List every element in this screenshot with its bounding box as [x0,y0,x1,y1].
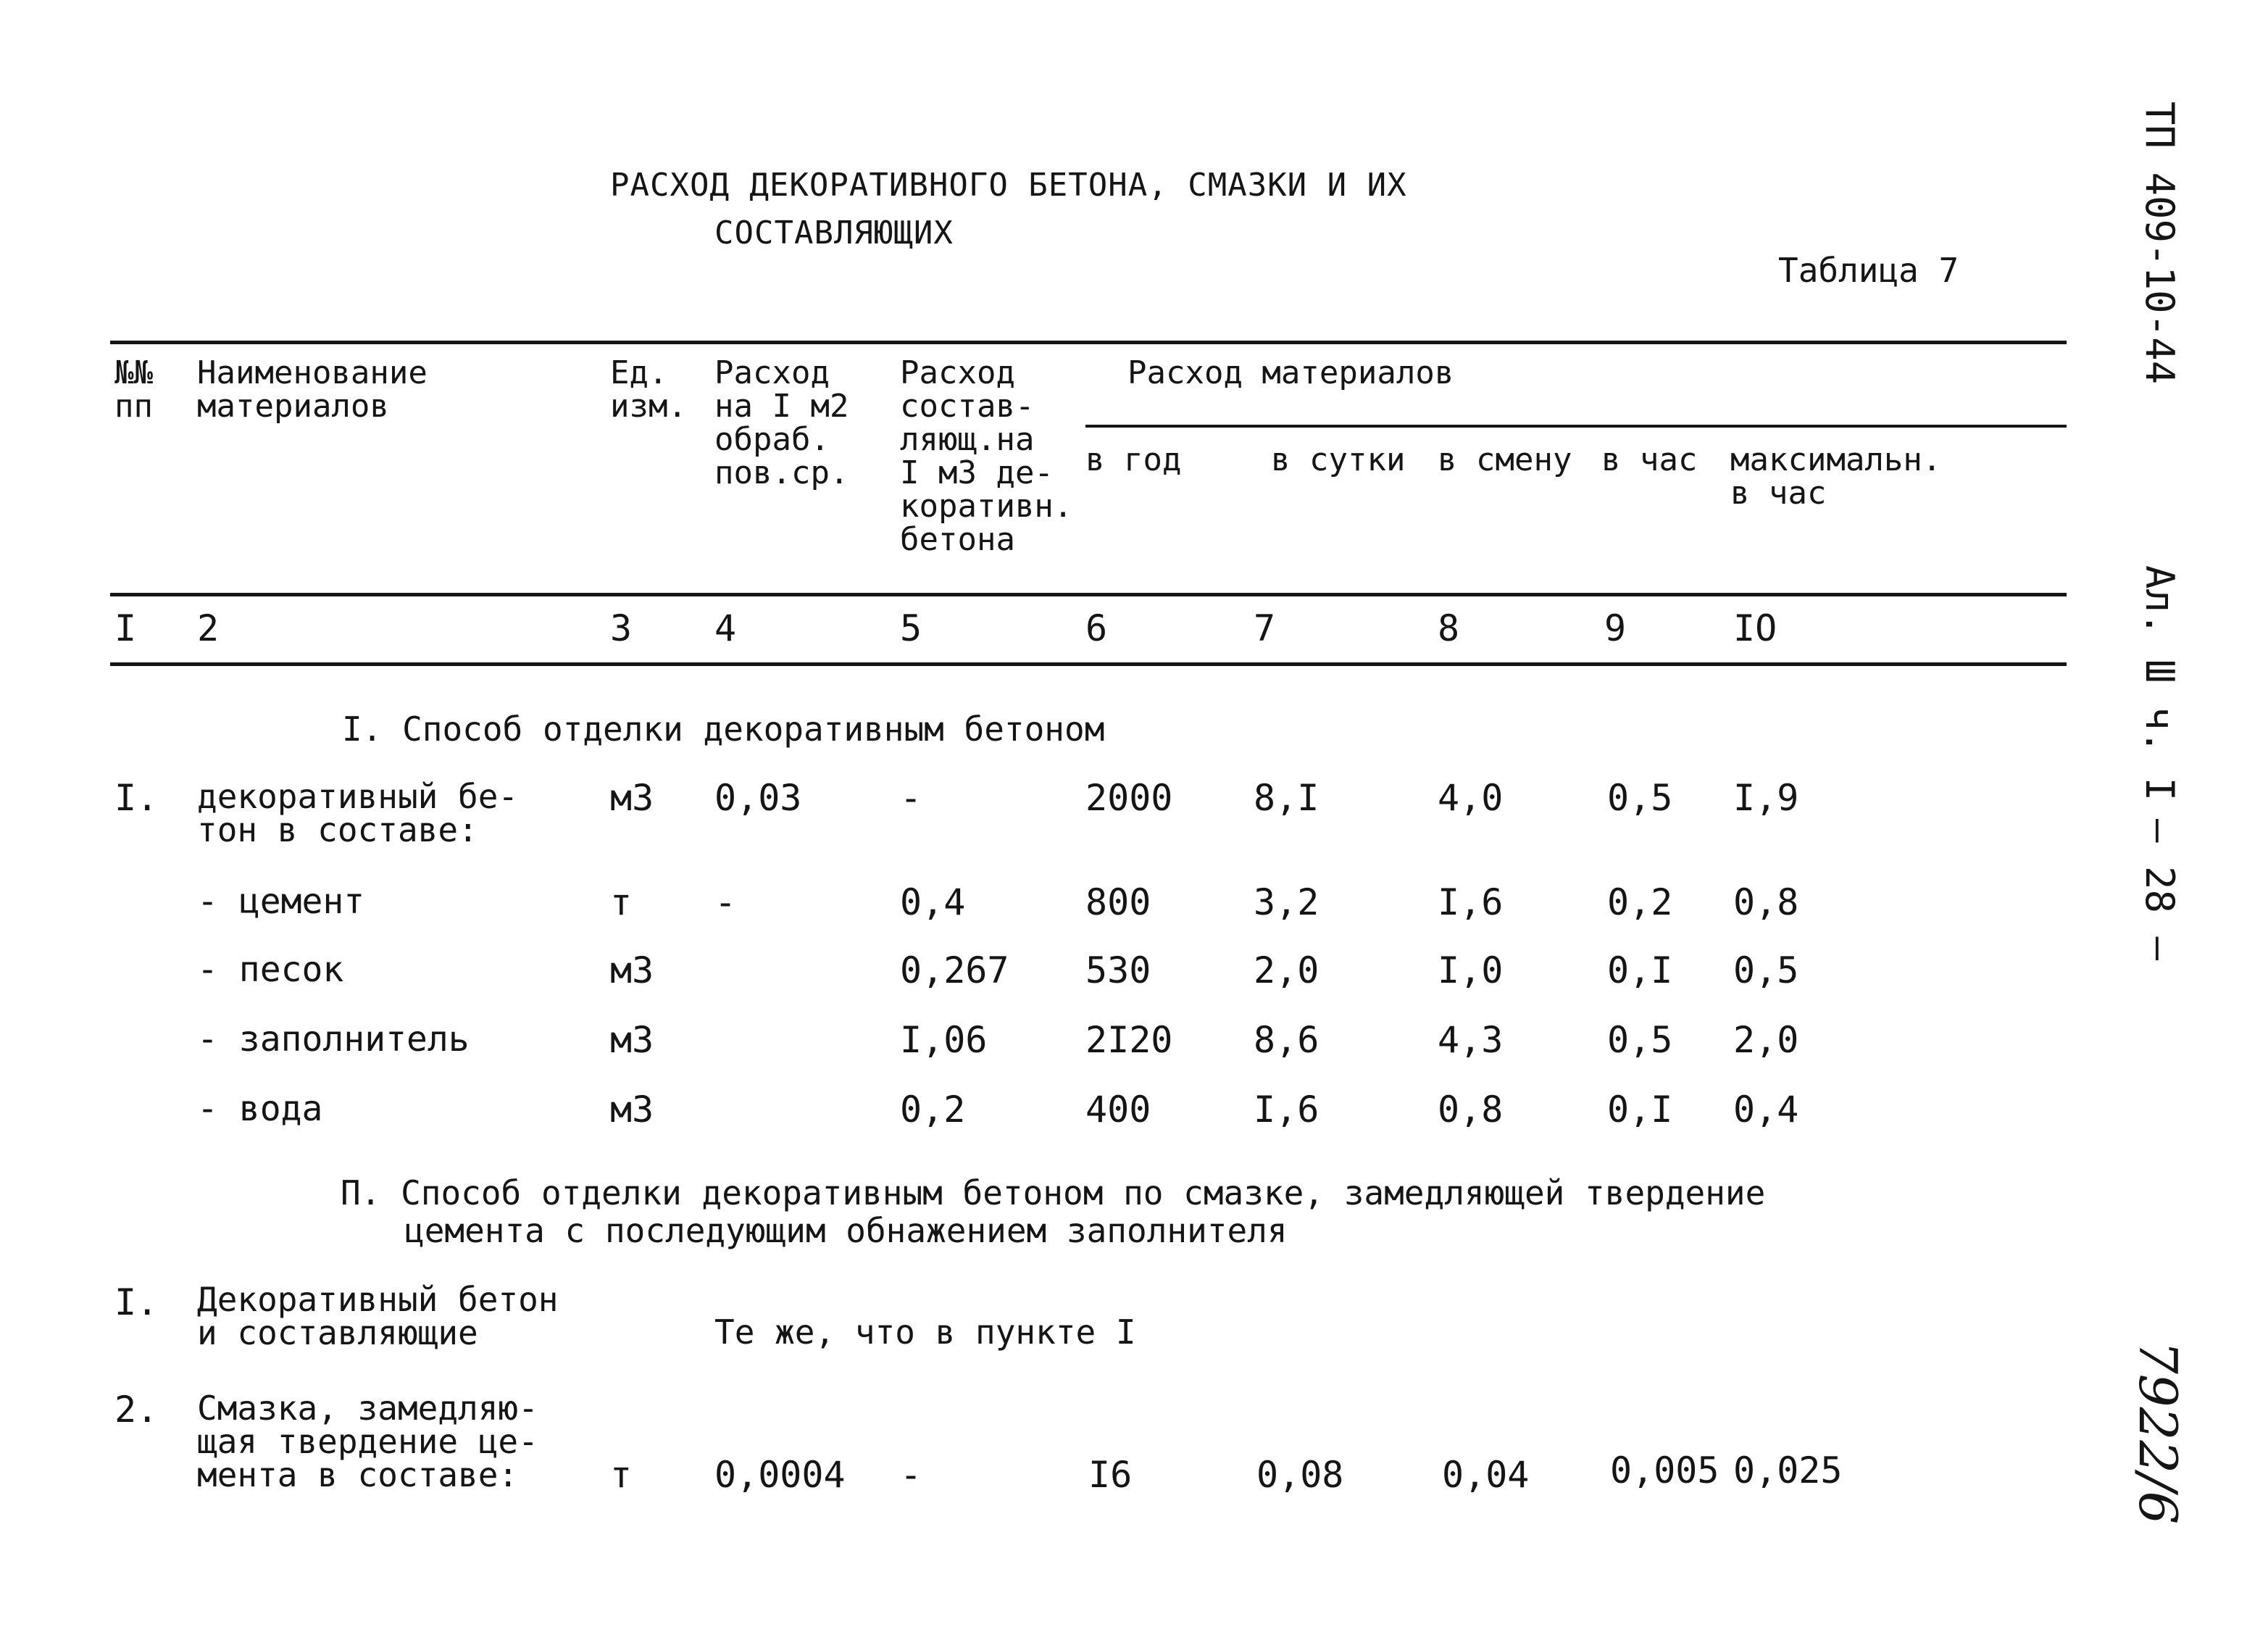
column-number: 2 [197,607,220,649]
cell-per-hour: 0,5 [1607,777,1673,819]
cell-per-day: 8,I [1254,777,1319,819]
cell-component-rate: 0,267 [900,949,1009,991]
header-col7: в сутки [1271,441,1406,478]
row-unit: м3 [610,1019,654,1061]
cell-per-shift: I,0 [1438,949,1504,991]
cell-component-rate: 0,4 [900,881,966,923]
column-number: 7 [1254,607,1276,649]
row-unit: м3 [610,949,654,991]
cell-per-hour: 0,I [1607,949,1673,991]
row-number: I. [114,777,159,819]
header-col5: Расход состав- ляющ.на I м3 де- коративн. бетона [900,354,1073,558]
cell-max-per-hour: I,9 [1733,777,1799,819]
cell-per-shift: 0,04 [1442,1454,1530,1496]
row-name: - цемент [197,881,365,922]
cell-per-day: 8,6 [1254,1019,1319,1061]
row-name: Декоративный бетон и составляющие [197,1280,559,1352]
cell-per-day: 0,08 [1256,1454,1344,1496]
inventory-number-note: 7922/6 [2127,1341,2188,1525]
cell-rate-per-m2: 0,0004 [714,1454,846,1496]
column-number: I [114,607,137,649]
table-label: Таблица 7 [1778,251,1959,290]
cell-per-year: 2000 [1085,777,1173,819]
row-name: - песок [197,949,344,990]
cell-per-shift: 4,0 [1438,777,1504,819]
doc-code-note: ТП 409-10-44 [2137,101,2182,385]
cell-component-rate: 0,2 [900,1089,966,1131]
row-name: - вода [197,1089,323,1129]
cell-per-year: 800 [1085,881,1151,923]
column-number: 4 [714,607,737,649]
cell-per-shift: 4,3 [1438,1019,1504,1061]
header-bottom-rule [110,593,2067,596]
column-number: 3 [610,607,633,649]
cell-per-day: I,6 [1254,1089,1319,1131]
header-col4: Расход на I м2 обраб. пов.ср. [714,354,849,491]
cell-per-hour: 0,2 [1607,881,1673,923]
cell-per-day: 3,2 [1254,881,1319,923]
cell-per-hour: 0,5 [1607,1019,1673,1061]
cell-component-rate: - [900,777,922,819]
header-col3: Ед. изм. [610,354,687,425]
column-number: 6 [1085,607,1108,649]
row-name: Смазка, замедляю- щая твердение це- мента в составе: [197,1389,538,1494]
row-unit: м3 [610,1089,654,1131]
cell-per-day: 2,0 [1254,949,1319,991]
cell-per-year: I6 [1088,1454,1133,1496]
column-number: 5 [900,607,922,649]
header-col9: в час [1601,441,1698,478]
cell-per-year: 2I20 [1085,1019,1173,1061]
group-header-rule [1085,425,2067,428]
section1-title: I. Способ отделки декоративным бетоном [342,710,1105,749]
cell-per-year: 530 [1085,949,1151,991]
column-number: 9 [1604,607,1627,649]
cell-max-per-hour: 0,5 [1733,949,1799,991]
cell-max-per-hour: 0,025 [1733,1449,1843,1491]
cell-component-rate: - [900,1454,922,1496]
document-title-line2: СОСТАВЛЯЮЩИХ [714,215,954,251]
album-note: Ал. Ш ч. I [2137,565,2182,802]
header-group-materials: Расход материалов [1127,354,1454,391]
cell-per-hour: 0,I [1607,1089,1673,1131]
table-top-rule [110,341,2067,344]
row-name: декоративный бе- тон в составе: [197,777,519,849]
row-number: I. [114,1281,159,1323]
cell-max-per-hour: 0,8 [1733,881,1799,923]
header-col8: в смену [1438,441,1572,478]
cell-rate-per-m2: 0,03 [714,777,802,819]
header-col10: максимальн. в час [1730,441,1942,512]
row-name: - заполнитель [197,1019,470,1060]
page-number-note: – 28 – [2137,819,2182,961]
cell-max-per-hour: 2,0 [1733,1019,1799,1061]
cell-component-rate: I,06 [900,1019,988,1061]
cell-rate-per-m2: - [714,881,737,923]
row-unit: т [610,1454,633,1496]
cell-per-hour: 0,005 [1610,1449,1719,1491]
column-number: IO [1733,607,1777,649]
section2-title: П. Способ отделки декоративным бетоном по смазке, замедляющей твердение цемента с последующим обнажением заполнителя [341,1173,1766,1250]
row-unit: м3 [610,777,654,819]
same-as-item-note: Те же, что в пункте I [714,1312,1136,1352]
row-unit: т [610,881,633,923]
header-col6: в год [1085,441,1182,478]
header-col1: №№ пп [114,354,153,425]
cell-per-shift: 0,8 [1438,1089,1504,1131]
cell-max-per-hour: 0,4 [1733,1089,1799,1131]
column-numbers-rule [110,662,2067,666]
column-number: 8 [1438,607,1460,649]
cell-per-shift: I,6 [1438,881,1504,923]
header-col2: Наименование материалов [197,354,428,425]
row-number: 2. [114,1389,159,1431]
cell-per-year: 400 [1085,1089,1151,1131]
document-title-line1: РАСХОД ДЕКОРАТИВНОГО БЕТОНА, СМАЗКИ И ИХ [610,167,1407,204]
